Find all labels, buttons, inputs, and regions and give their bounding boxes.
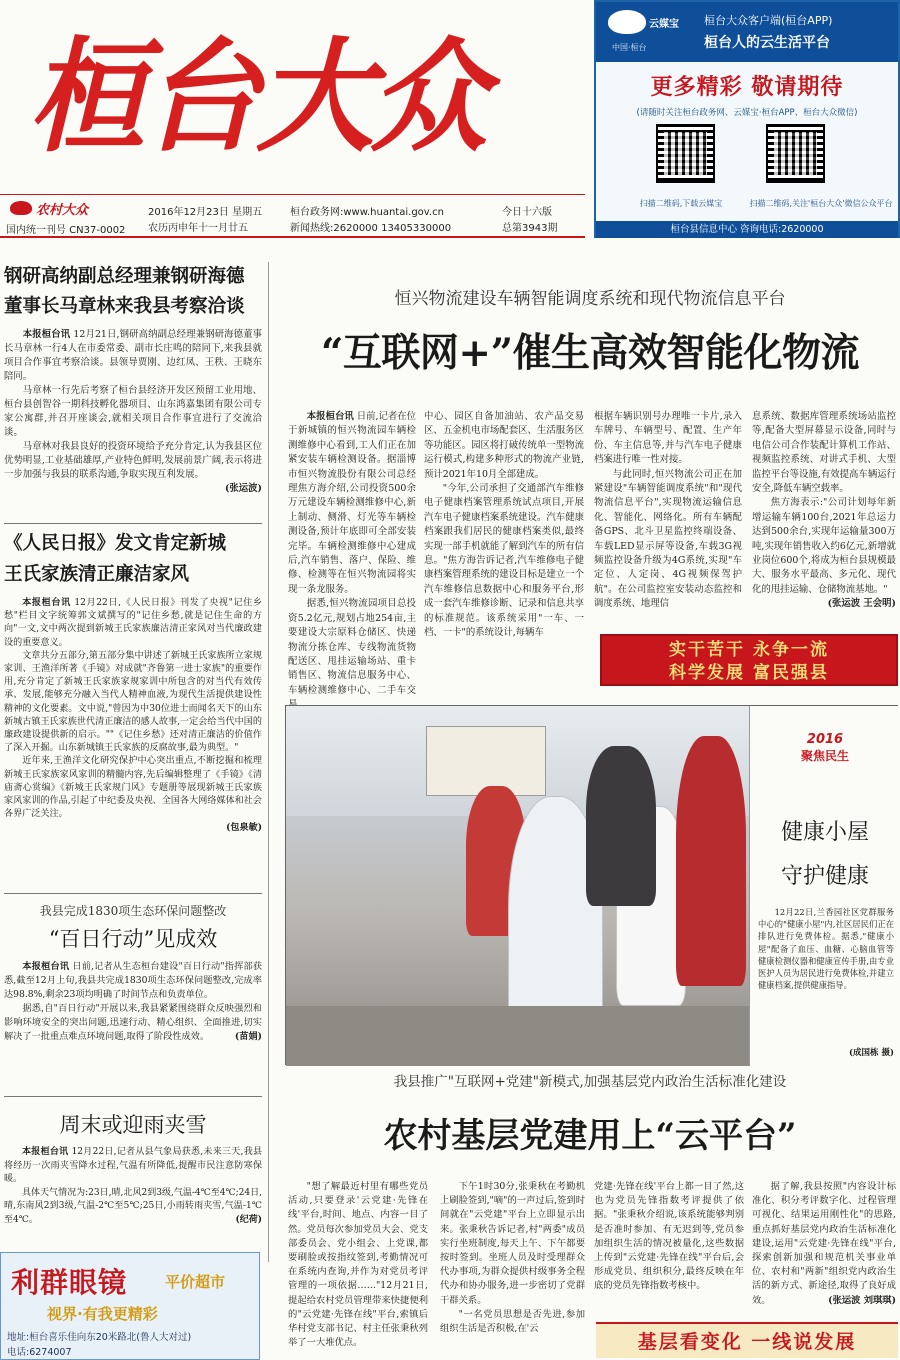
slogan-line-2: 科学发展 富民强县 [669,663,829,683]
paragraph: 据悉,自"百日行动"开展以来,我县紧紧围绕群众反映强烈和影响环境安全的突出问题,迅速行动、精心组织、全面推进,切实解决了一批重点难点环境问题,取得了阶段性成效。 [4,1003,262,1042]
photo-title-2: 守护健康 [780,864,869,889]
slogan-banner [600,634,898,686]
floor [286,1006,756,1066]
paragraph: 与此同时,恒兴物流公司正在加紧建设"车辆智能调度系统"和"现代物流信息平台",实现物流运输信息化、智能化、网络化。所有车辆配备GPS、北斗卫星监控终端设备、车载LED显示屏等设备,车载3G视频监控设备升级为4G系统,实现"车定位、人定岗、4G视频保驾护航"。在公司监控室安装动态监控和调度系统、地理信 [594,468,742,610]
masthead [0,0,585,195]
paragraph: 据了解,我县按照"内容设计标准化、积分考评数字化、过程管理可视化、结果运用刚性化"的思路,重点抓好基层党内政治生活标准化建设,运用"云党建·先锋在线"平台,探索创新加强和规范机关事业单位、农村和"两新"组织党内政治生活的新方式、新途径,取得了良好成效。 [752,1181,896,1306]
dateline: 本报桓台讯 [22,1147,69,1157]
issue-date: 2016年12月23日 星期五 [148,207,263,218]
qr-code-download [658,126,713,181]
paragraph: 12月21日,钢研高纳副总经理兼钢研海德董事长马章林一行4人在市委常委、副市长庄鸣的陪同下,来我县就项目合作事宜考察洽谈。县领导贾刚、边红凤、王秩、王晓东陪同。 [4,329,262,382]
app-headline: 更多精彩 敬请期待 [650,75,844,100]
article-renmin-ribao [4,528,262,878]
article-title: “百日行动”见成效 [48,927,218,951]
dateline: 本报桓台讯 [306,411,354,422]
article-title: 《人民日报》发文肯定新城 [4,533,227,554]
rural-logo-text: 农村大众 [36,202,89,218]
qr2-caption: 扫描二维码,关注'桓台大众'微信公众平台 [749,199,893,208]
divider [4,523,262,524]
slogan-line-1: 实干苦干 永争一流 [669,640,829,660]
rural-logo-icon [10,201,32,215]
lead-col-2 [424,410,584,700]
article-body [4,596,262,835]
byline: (包泉敏) [226,822,262,834]
person-standing-right [676,736,746,986]
glasses-ad [0,1252,260,1360]
article-weather [4,1104,262,1228]
paragraph: 马章林一行先后考察了桓台县经济开发区预留工业用地、桓台县创智谷一期科技孵化器项目、山东鸿嘉集团有限公司专家公寓群,并召开座谈会,就相关项目合作事宜进行了交流洽谈。 [4,385,262,438]
paragraph: 根据车辆识别号办理唯一卡片,录入车牌号、车辆型号、配置、生产年份、车主信息等,并与汽车电子健康档案进行唯一性对接。 [594,411,742,466]
article-kicker: 我县完成1830项生态环保问题整改 [39,904,227,918]
article-body [4,328,262,496]
article-title: 王氏家族清正廉洁家风 [4,564,190,585]
page-count: 今日十六版 [502,207,552,218]
paragraph: 据悉,恒兴物流园项目总投资5.2亿元,规划占地254亩,主要建设大宗原料仓储区、快递物流分拣仓库、专线物流货物配送区、甩挂运输场站、重卡销售区、物流信息服务中心、车辆检测维修中心、二手车交 [288,598,416,696]
bottom-banner: 基层看变化 一线说发展 [596,1322,898,1358]
paragraph: "一名党员思想是否先进,参加组织生活是否积极,在'云 [440,1308,585,1335]
party-title: 农村基层党建用上“云平台” [383,1116,797,1156]
article-body [4,960,262,1044]
byline: (张运波 刘琪琪) [828,1294,896,1306]
lunar-date: 农历丙申年十一月廿五 [148,223,248,234]
app-footer: 桓台县信息中心 咨询电话:2620000 [596,221,898,238]
article-gangyan [4,262,262,496]
ad-name: 利群眼镜 [11,1266,128,1299]
app-brand: 云媒宝 [649,19,679,30]
app-promo-header [596,2,898,62]
paragraph: 12月22日,记者从县气象局获悉,未来三天,我县将经历一次雨夹雪降水过程,气温有所降低,提醒市民注意防寒保暖。 [4,1147,262,1184]
person-standing-middle [586,746,656,906]
qr-code-wechat [768,126,823,181]
party-col-3 [594,1180,744,1316]
ad-phone: 电话:6274007 [7,1347,72,1358]
photo-title-1: 健康小屋 [780,820,869,845]
lead-col-4 [752,410,896,632]
party-col-1 [288,1180,428,1358]
lead-title: “互联网+”催生高效智能化物流 [320,330,860,376]
divider [4,893,262,894]
app-slogan: 桓台人的云生活平台 [704,35,830,51]
app-promo-box [594,0,900,238]
article-hundred-days [4,900,262,1044]
paragraph: 党建·先锋在线'平台上都一目了然,这也为党员先锋指数考评提供了依据。"张秉秋介绍说,该系统能够判别是否准时参加、有无迟到等,党员参加组织生活的情况被量化,这些数据上传到"云党建·先锋在线"平台后,会形成党员、组织积分,最终反映在年底的党员先锋指数考核中。 [594,1181,744,1292]
issue-number: 总第3943期 [502,223,558,234]
focus-badge [790,732,860,772]
byline: (苗娟) [234,1031,262,1042]
paragraph: 日前,记者从生态桓台建设"百日行动"指挥部获悉,截至12月上旬,我县共完成1830项生态环保问题整改,完成率达98.8%,剩余23项均明确了时间节点和负责单位。 [4,961,263,1000]
article-title: 董事长马章林来我县考察洽谈 [4,296,245,317]
article-body [4,1146,262,1228]
photo-text-panel [749,706,899,1066]
byline: (张运波) [225,483,262,494]
paragraph: 具体天气情况为:23日,晴,北风2到3级,气温-4℃至4℃;24日,晴,东南风2到3级,气温-2℃至5℃;25日,小雨转雨夹雪,气温-1℃至4℃。 [4,1187,262,1225]
paragraph: 日前,记者在位于新城镇的恒兴物流园车辆检测维修中心看到,工人们正在加紧安装车辆检测设备。据淄博市恒兴物流股份有限公司总经理焦方海介绍,公司投资500余万元建设车辆检测维修中心,新上制动、侧滑、灯光等车辆检测设备,预计年底即可全部安装完毕。车辆检测维修中心建成后,汽车销售、落户、保险、维修、检测等在恒兴物流园将实现一条龙服务。 [288,411,416,595]
article-title: 周末或迎雨夹雪 [59,1113,207,1137]
paragraph: 马章林对我县良好的投资环境给予充分肯定,认为我县区位优势明显,工业基础雄厚,产业特色鲜明,发展前景广阔,表示将进一步加强与我县的联系沟通,争取实现互利发展。 [4,441,262,480]
article-title: 钢研高纳副总经理兼钢研海德 [4,266,245,287]
dateline: 本报桓台讯 [22,329,71,340]
ad-tag: 平价超市 [165,1273,226,1291]
left-column-rule [268,262,269,1262]
lead-kicker: 恒兴物流建设车辆智能调度系统和现代物流信息平台 [394,289,786,309]
health-hut-photo [285,705,898,1065]
paragraph: "想了解最近村里有哪些党员活动,只要登录'云党建·先锋在线'平台,时间、地点、内容一目了然。党员每次参加党员大会、党支部委员会、党小组会、上党课,都要刷脸或按指纹签到,考勤情况可在系统内查询,并作为对党员考评管理的一项依据……"12月21日,提起给农村党员管理带来快捷便利的"云党建·先锋在线"平台,索镇后华村党支部书记、村主任张秉秋列举了一大堆优点。 [288,1181,428,1349]
app-client-label: 桓台大众客户端(桓台APP) [704,14,833,27]
party-kicker: 我县推广"互联网+党建"新模式,加强基层党内政治生活标准化建设 [393,1074,787,1090]
cloud-logo-icon [608,10,646,34]
paragraph: 下午1时30分,张秉秋在考勤机上刷脸签到,"嘀"的一声过后,签到时间就在"云党建"平台上立即显示出来。张秉秋告诉记者,村"两委"成员实行坐班制度,每天上午、下午都要按时签到。坐班人员及时受理群众代办事项,为群众提供村级事务全程代办和协办服务,进一步密切了党群干群关系。 [440,1181,585,1306]
paragraph: 12月22日,兰香园社区党群服务中心的"健康小屋"内,社区居民们正在排队进行免费体检。据悉,"健康小屋"配备了血压、血糖、心脑血管等健康检测仪器和健康宣传手册,由专业医护人员为居民进行免费体检,并建立健康档案,提供健康指导。 [758,907,894,991]
dateline: 本报桓台讯 [22,597,71,608]
byline: (纪荷) [235,1215,262,1225]
news-hotline: 新闻热线:2620000 13405330000 [290,223,452,234]
app-brand-sub: 中国·桓台 [612,43,647,52]
photo-caption [758,906,894,1046]
ad-address: 地址:桓台喜乐佳向东20米路北(鲁人大对过) [7,1332,192,1343]
paragraph: 息系统、数据库管理系统场站监控等,配备大型屏幕显示设备,同时与电信公司合作装配计算机工作站、视频监控系统、对讲式手机、大型监控平台等设施,有效提高车辆运行安全,降低车辆空载率。 [752,411,896,495]
byline: (张运波 王会明) [827,598,896,610]
photo-byline: (成国栋 摄) [848,1048,894,1058]
qr1-caption: 扫描二维码,下载云媒宝 [639,199,723,208]
paragraph: 近年来,王渔洋文化研究保护中心突出重点,不断挖掘和梳理新城王氏家族家风家训的精髓内容,先后编辑整理了《手镜》《清庙斋心赏编》《新城王氏家规门风》专题册等展现新城王氏家族家风家训的作品,引起了中纪委及央视、全国各大网络媒体和社会各界广泛关注。 [4,756,262,820]
app-note: (请随时关注桓台政务网、云媒宝·桓台APP、桓台大众微信) [636,108,858,118]
badge-year: 2016 [806,732,844,747]
issn: 国内统一刊号 CN37-0002 [6,225,126,236]
dateline: 本报桓台讯 [22,961,70,972]
gov-site: 桓台政务网:www.huantai.gov.cn [290,207,444,218]
paragraph: 中心、园区自备加油站、农产品交易区、五金机电市场配套区、生活服务区等功能区。园区将打破传统单一型物流运行模式,构建多种形式的物流产业链,预计2021年10月全部建成。 [424,411,584,480]
paragraph: 焦方海表示:"公司计划每年新增运输车辆100台,2021年总运力达到500余台,实现年运输量300万吨,实现年销售收入约6亿元,新增就业岗位600个,将成为桓台县规模最大、服务水平最高、多元化、现代化的甩挂运输、仓储物流基地。" [752,497,896,595]
lead-col-1 [288,410,416,700]
ad-slogan: 视界·有我更精彩 [47,1305,158,1323]
party-col-4 [752,1180,896,1322]
badge-text: 聚焦民生 [800,749,849,763]
party-col-2 [440,1180,585,1358]
paragraph: 文章共分五部分,第五部分集中讲述了新城王氏家族所立家规家训、王渔洋所著《手镜》对成就"齐鲁第一进士家族"的重要作用,充分肯定了新城王氏家族家规家训中所包含的对当代有效传承、发展,能够充分融入当代人精神血液,为现代生活提供建设性精神的文化要素。文中说,"曾因为中30位进士而闻名天下的山东新城古镇王氏家族世代清正廉洁的感人故事,一定会给当代中国的廉政建设提供新的启示。""《记住乡愁》还对清正廉洁的价值作了深入开掘。山东新城镇王氏家族的反腐故事,最为典型。" [4,650,262,754]
newspaper-title: 桓台大众 [28,24,485,169]
rural-logo [10,199,110,217]
masthead-info-bar [0,194,585,238]
paragraph: 12月22日,《人民日报》刊发了央视"记住乡愁"栏目文字统筹郭文斌撰写的"记住乡愁,就是记住生命的方向"一文,文中两次提到新城王氏家族廉洁清正家风对当代廉政建设的重要意义。 [4,598,262,648]
paragraph: "今年,公司承担了交通部汽车维修电子健康档案管理系统试点项目,开展汽车电子健康档案系统建设。汽车健康档案跟我们居民的健康档案类似,最终实现一部手机就能了解到汽车的所有信息。"焦方海告诉记者,汽车维修电子健康档案管理系统的建设目标是建立一个汽车维修信息数据中心和服务平台,形成一套汽车维修诊断、记录和信息共享的标准规范。该系统采用"一车、一档、一卡"的系统设计,每辆车 [424,483,584,639]
divider [4,1096,262,1097]
